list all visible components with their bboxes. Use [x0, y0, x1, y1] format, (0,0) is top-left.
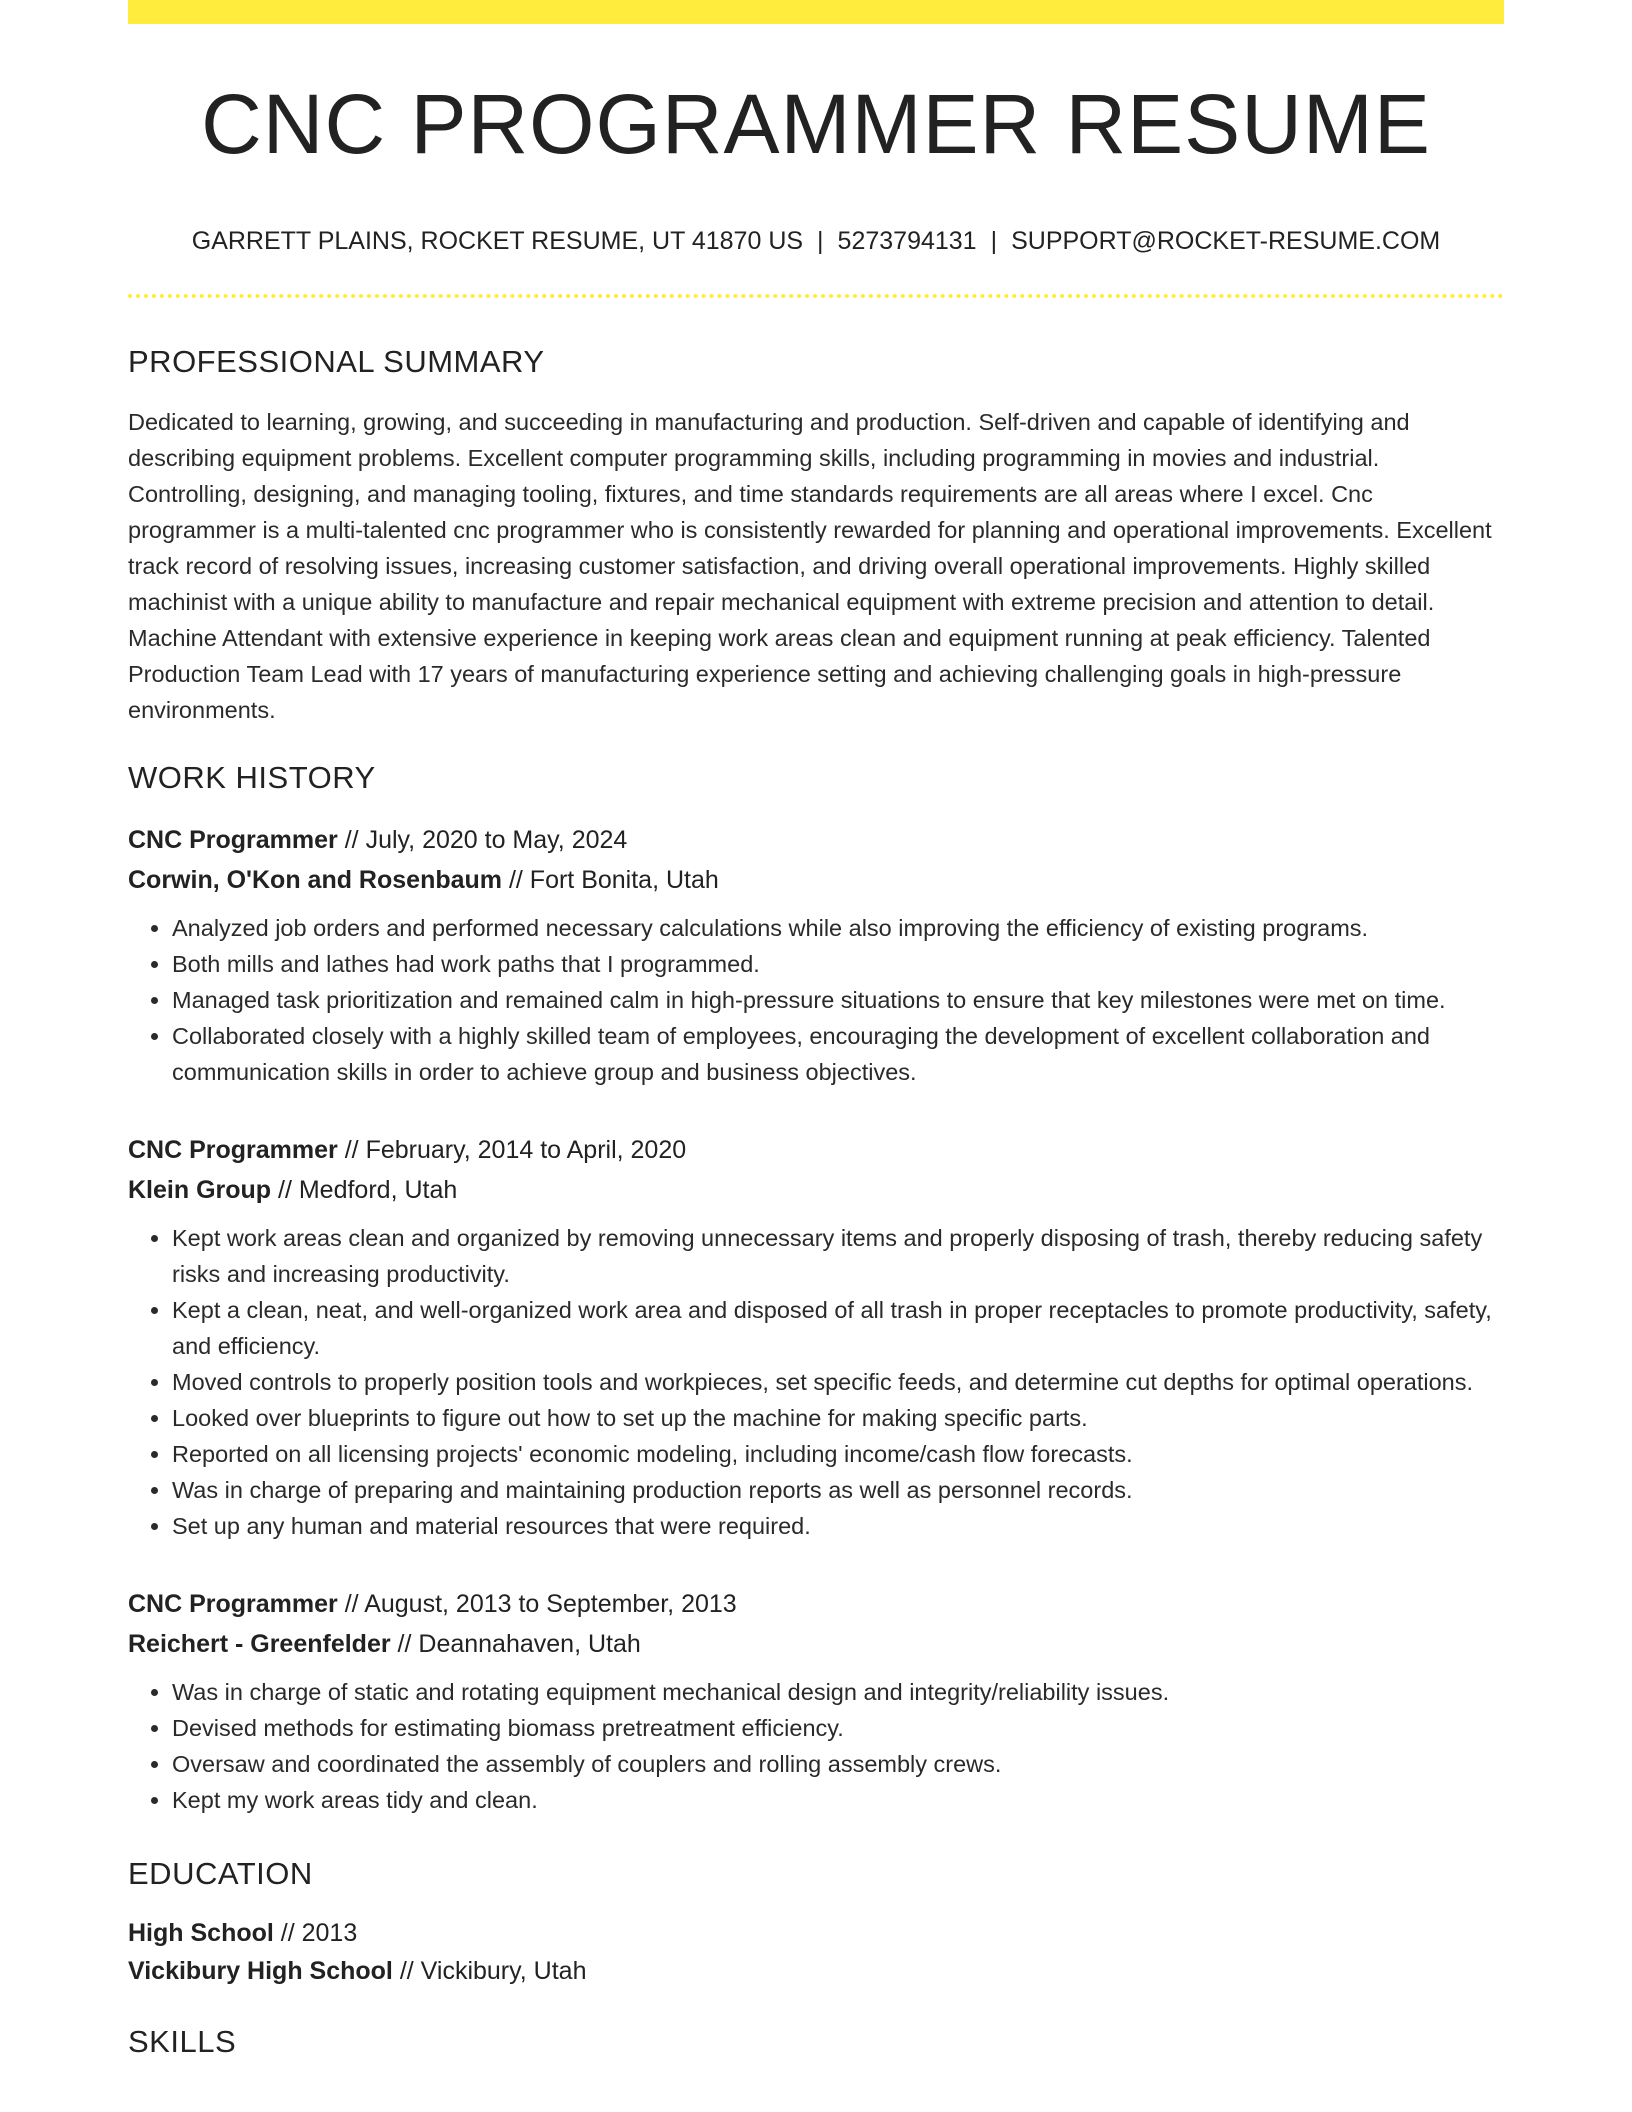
phone: 5273794131 — [837, 227, 977, 255]
job-entry — [128, 820, 1504, 1090]
list-item: • Kept my work areas tidy and clean. — [172, 1782, 1504, 1818]
skills-heading: SKILLS — [128, 2024, 237, 2059]
dotted-divider — [128, 294, 1504, 298]
job-company-line — [128, 1170, 1504, 1210]
list-item: • Was in charge of static and rotating equipment mechanical design and integrity/reliability issues. — [172, 1674, 1504, 1710]
job-title-line — [128, 1130, 1504, 1170]
job-dates: // August, 2013 to September, 2013 — [344, 1590, 737, 1618]
job-dates: // July, 2020 to May, 2024 — [344, 826, 628, 854]
education-school-line — [128, 1952, 1504, 1990]
job-location: // Medford, Utah — [278, 1176, 458, 1204]
job-title: CNC Programmer — [128, 826, 338, 854]
list-item: • Oversaw and coordinated the assembly of couplers and rolling assembly crews. — [172, 1746, 1504, 1782]
list-item: • Collaborated closely with a highly skilled team of employees, encouraging the development of excellent collaboration and communication skills in order to achieve group and business objectives. — [172, 1018, 1504, 1090]
work-history-heading: WORK HISTORY — [128, 760, 376, 795]
education-heading: EDUCATION — [128, 1856, 313, 1891]
resume-page — [128, 0, 1504, 2060]
job-entry — [128, 1584, 1504, 1818]
job-company: Corwin, O'Kon and Rosenbaum — [128, 866, 503, 894]
job-entry — [128, 1130, 1504, 1544]
job-company: Reichert - Greenfelder — [128, 1630, 391, 1658]
list-item: • Managed task prioritization and remained calm in high-pressure situations to ensure that key milestones were met on time. — [172, 982, 1504, 1018]
list-item: • Both mills and lathes had work paths that I programmed. — [172, 946, 1504, 982]
list-item: • Kept a clean, neat, and well-organized work area and disposed of all trash in proper receptacles to promote productivity, safety, and efficiency. — [172, 1292, 1504, 1364]
list-item: • Moved controls to properly position tools and workpieces, set specific feeds, and determine cut depths for optimal operations. — [172, 1364, 1504, 1400]
education-degree-line — [128, 1914, 1504, 1952]
job-title: CNC Programmer — [128, 1590, 338, 1618]
job-title: CNC Programmer — [128, 1136, 338, 1164]
list-item: • Kept work areas clean and organized by removing unnecessary items and properly disposing of trash, thereby reducing safety risks and increasing productivity. — [172, 1220, 1504, 1292]
education-degree: High School — [128, 1919, 274, 1947]
summary-heading: PROFESSIONAL SUMMARY — [128, 344, 545, 379]
job-company-line — [128, 1624, 1504, 1664]
list-item: • Was in charge of preparing and maintaining production reports as well as personnel records. — [172, 1472, 1504, 1508]
list-item: • Set up any human and material resources that were required. — [172, 1508, 1504, 1544]
page-title: CNC PROGRAMMER RESUME — [201, 77, 1431, 171]
job-bullets — [128, 1674, 1504, 1818]
job-title-line — [128, 820, 1504, 860]
job-location: // Deannahaven, Utah — [397, 1630, 641, 1658]
job-location: // Fort Bonita, Utah — [508, 866, 719, 894]
job-title-line — [128, 1584, 1504, 1624]
education-entry — [128, 1914, 1504, 1990]
contact-line — [128, 226, 1504, 256]
job-company: Klein Group — [128, 1176, 272, 1204]
summary-text: Dedicated to learning, growing, and succeeding in manufacturing and production. Self-driven and capable of identifying and describing equipment problems. Excellent computer programming skills, including programming in movies and industrial. Controlling, designing, and managing tooling, fixtures, and time standards requirements are all areas where I excel. Cnc programmer is a multi-talented cnc programmer who is consistently rewarded for planning and operational improvements. Excellent track record of resolving issues, increasing customer satisfaction, and driving overall operational improvements. Highly skilled machinist with a unique ability to manufacture and repair mechanical equipment with extreme precision and attention to detail. Machine Attendant with extensive experience in keeping work areas clean and equipment running at peak efficiency. Talented Production Team Lead with 17 years of manufacturing experience setting and achieving challenging goals in high-pressure environments. — [128, 409, 1492, 723]
list-item: • Analyzed job orders and performed necessary calculations while also improving the efficiency of existing programs. — [172, 910, 1504, 946]
contact-separator: | — [817, 227, 824, 255]
accent-bar — [128, 0, 1504, 24]
job-bullets — [128, 910, 1504, 1090]
job-bullets — [128, 1220, 1504, 1544]
job-dates: // February, 2014 to April, 2020 — [344, 1136, 687, 1164]
email: SUPPORT@ROCKET-RESUME.COM — [1011, 227, 1441, 255]
list-item: • Reported on all licensing projects' economic modeling, including income/cash flow forecasts. — [172, 1436, 1504, 1472]
address: GARRETT PLAINS, ROCKET RESUME, UT 41870 US — [191, 227, 804, 255]
job-company-line — [128, 860, 1504, 900]
contact-separator: | — [990, 227, 998, 255]
education-location: // Vickibury, Utah — [399, 1957, 587, 1985]
list-item: • Devised methods for estimating biomass pretreatment efficiency. — [172, 1710, 1504, 1746]
education-school: Vickibury High School — [128, 1957, 393, 1985]
education-year: // 2013 — [280, 1919, 358, 1947]
list-item: • Looked over blueprints to figure out how to set up the machine for making specific parts. — [172, 1400, 1504, 1436]
